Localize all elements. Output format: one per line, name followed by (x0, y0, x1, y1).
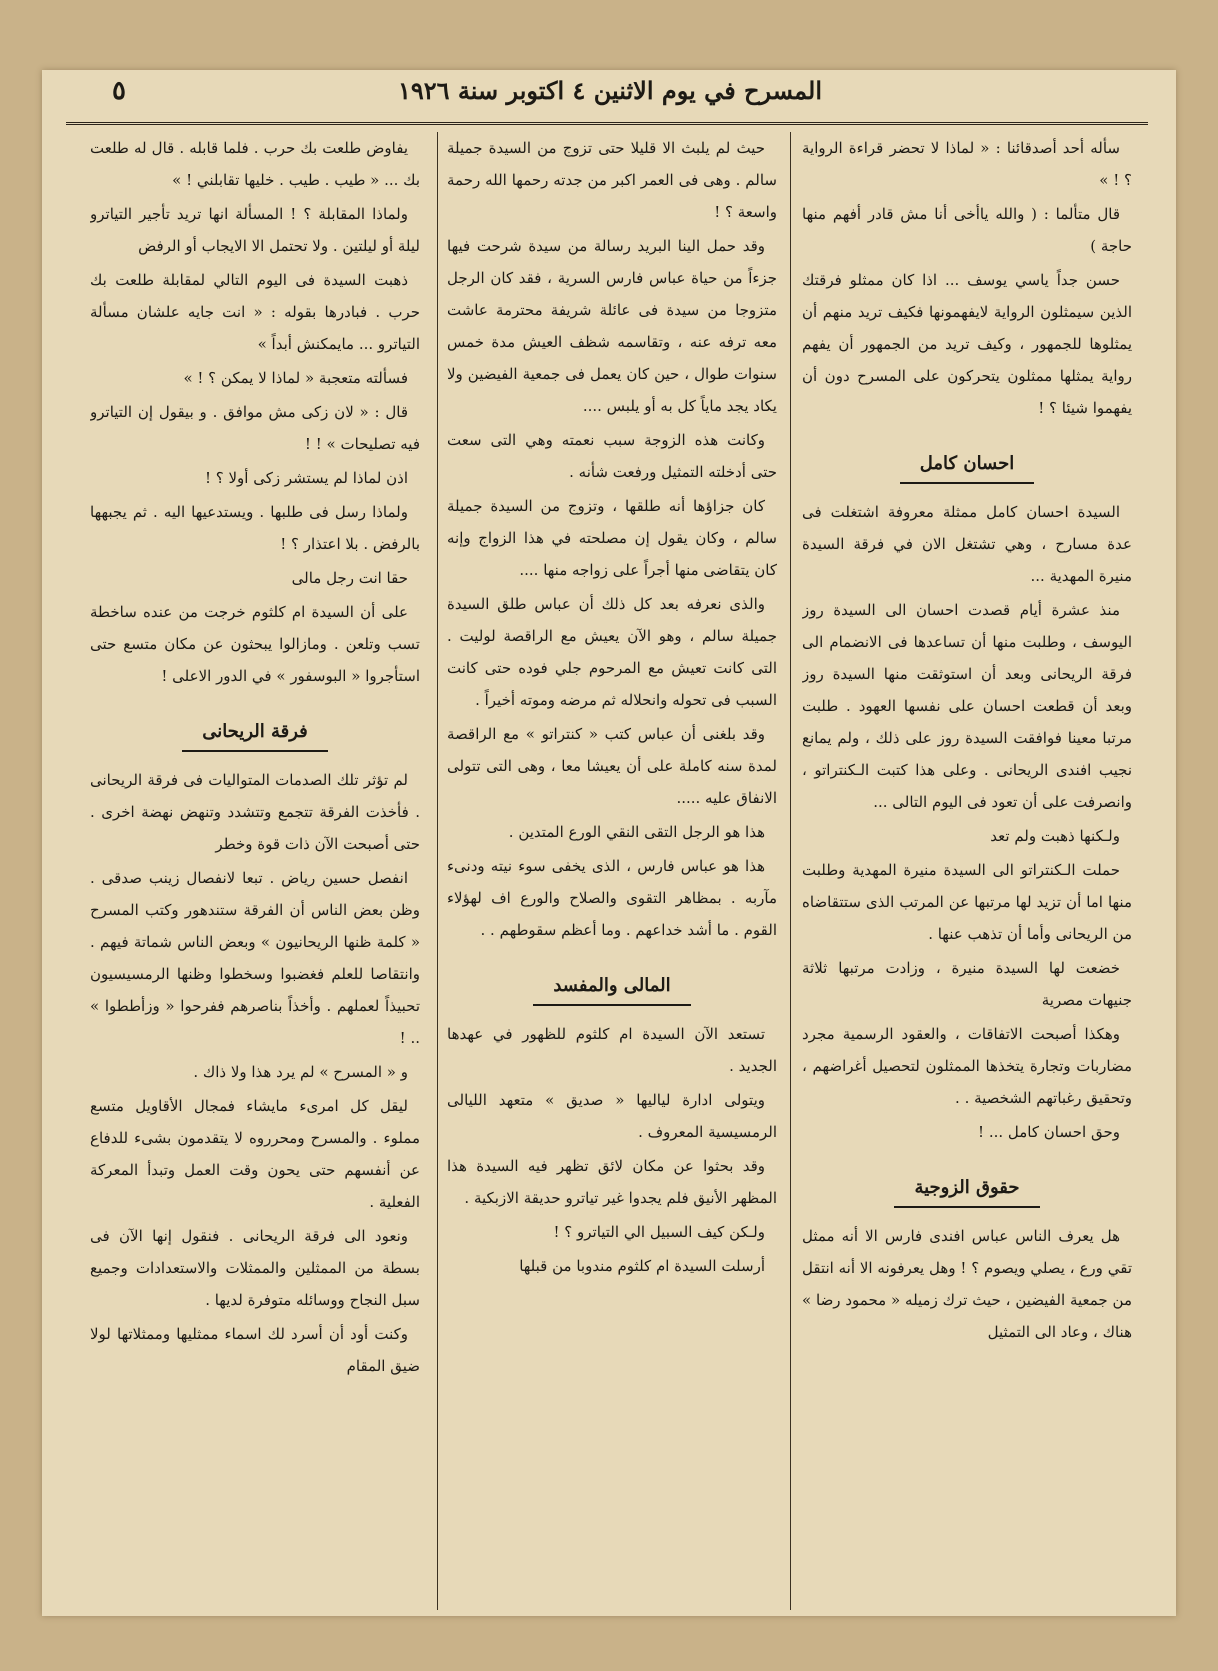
paragraph: ذهبت السيدة فى اليوم التالي لمقابلة طلعت بك حرب . فبادرها بقوله : « انت جايه علشان مسألة التياترو ... مايمكنش أبداً » (90, 271, 420, 353)
paragraph: حسن جداً ياسي يوسف ... اذا كان ممثلو فرقتك الذين سيمثلون الرواية لايفهمونها فكيف تريد منهم أن يمثلوها للجمهور ، وكيف تريد من الجمهور أن يفهم رواية يمثلها ممثلون يتحركون على المسرح دون أن يفهموا شيئا ؟ ! (802, 271, 1132, 417)
paragraph: يفاوض طلعت بك حرب . فلما قابله . قال له طلعت بك ... « طيب . طيب . خليها تقابلني ! » (90, 139, 420, 189)
paragraph: حملت الـكنتراتو الى السيدة منيرة المهدية وطلبت منها اما أن تزيد لها مرتبها عن المرتب الذى ستتقاضاه من الريحانى وأما أن تذهب عنها . (802, 861, 1132, 943)
newspaper-page (42, 70, 1176, 1616)
paragraph: انفصل حسين رياض . تبعا لانفصال زينب صدقى . وظن بعض الناس أن الفرقة ستندهور وكتب المسرح « كلمة ظنها الريحانيون » وبعض الناس شماتة فيهم . وانتقاصا للعلم فغضبوا وسخطوا وظنها الرمسيسيون تحبيذاً لعملهم . وأخذاً بناصرهم ففرحوا « وزأططوا » .. ! (90, 869, 420, 1047)
paragraph: أرسلت السيدة ام كلثوم مندوبا من قبلها (519, 1257, 765, 1275)
section-heading (90, 716, 420, 752)
paragraph: ونعود الى فرقة الريحانى . فنقول إنها الآن فى بسطة من الممثلين والممثلات والاستعدادات وجميع سبل النجاح ووسائله متوفرة لديها . (90, 1227, 420, 1309)
section-heading (802, 448, 1132, 484)
paragraph: وقد بلغنى أن عباس كتب « كنتراتو » مع الراقصة لمدة سنه كاملة على أن يعيشا معا ، وهى التى تتولى الانفاق عليه ..... (447, 725, 777, 807)
paragraph: ولـكنها ذهبت ولم تعد (990, 827, 1120, 845)
paragraph: وكانت هذه الزوجة سبب نعمته وهي التى سعت حتى أدخلته التمثيل ورفعت شأنه . (447, 431, 777, 481)
paragraph: ويتولى ادارة لياليها « صديق » متعهد الليالى الرمسيسية المعروف . (447, 1091, 777, 1141)
page-number: ٥ (112, 76, 126, 106)
paragraph: هذا هو الرجل التقى النقي الورع المتدين . (508, 823, 765, 841)
header-divider (66, 122, 1148, 125)
section-heading-text: المالى والمفسد (533, 970, 690, 1006)
section-heading-text: حقوق الزوجية (894, 1172, 1039, 1208)
column-middle (447, 132, 777, 1602)
paragraph: خضعت لها السيدة منيرة ، وزادت مرتبها ثلاثة جنيهات مصرية (802, 959, 1132, 1009)
paragraph: ليقل كل امرىء مايشاء فمجال الأقاويل متسع مملوء . والمسرح ومحرروه لا يتقدمون بشىء للدفاع عن أنفسهم حتى يحون وقت العمل وتبدأ المعركة الفعلية . (90, 1097, 420, 1211)
paragraph: وقد حمل الينا البريد رسالة من سيدة شرحت فيها جزءاً من حياة عباس فارس السرية ، فقد كان الرجل متزوجا من سيدة فى عائلة شريفة محترمة عاشت معه ترفه عنه ، وتقاسمه شظف العيش مدة خمس سنوات طوال ، حين كان يعمل فى جمعية الفيضين ولا يكاد يجد ماياً كل به أو يلبس .... (447, 237, 777, 415)
page-header (72, 70, 1148, 120)
paragraph: فسألته متعجبة « لماذا لا يمكن ؟ ! » (183, 369, 408, 387)
paragraph: وهكذا أصبحت الاتفاقات ، والعقود الرسمية مجرد مضاربات وتجارة يتخذها الممثلون لتحصيل أغراضهم ، وتحقيق رغباتهم الشخصية . . (802, 1025, 1132, 1107)
paragraph: حقا انت رجل مالى (291, 569, 408, 587)
paragraph: لم تؤثر تلك الصدمات المتواليات فى فرقة الريحانى . فأخذت الفرقة تتجمع وتتشدد وتنهض نهضة اخرى . حتى أصبحت الآن ذات قوة وخطر (90, 771, 420, 853)
paragraph: قال : « لان زكى مش موافق . و بيقول إن التياترو فيه تصليحات » ! ! (90, 403, 420, 453)
paragraph: سأله أحد أصدقائنا : « لماذا لا تحضر قراءة الرواية ؟ ! » (802, 139, 1132, 189)
section-heading-text: احسان كامل (900, 448, 1034, 484)
paragraph: وقد بحثوا عن مكان لائق تظهر فيه السيدة هذا المظهر الأنيق فلم يجدوا غير تياترو حديقة الازبكية . (447, 1157, 777, 1207)
paragraph: حيث لم يلبث الا قليلا حتى تزوج من السيدة جميلة سالم . وهى فى العمر اكبر من جدته رحمها الله رحمة واسعة ؟ ! (447, 139, 777, 221)
paragraph: على أن السيدة ام كلثوم خرجت من عنده ساخطة تسب وتلعن . ومازالوا يبحثون عن مكان متسع حتى استأجروا « البوسفور » في الدور الاعلى ! (90, 603, 420, 685)
paragraph: و « المسرح » لم يرد هذا ولا ذاك . (193, 1063, 408, 1081)
paragraph: منذ عشرة أيام قصدت احسان الى السيدة روز اليوسف ، وطلبت منها أن تساعدها فى الانضمام الى فرقة الريحانى وبعد أن استوثقت منها السيدة روز وبعد أن قطعت احسان على نفسها العهود . طلبت مرتبا معينا فوافقت السيدة روز على ذلك ، ولم يمانع نجيب افندى الريحانى . وعلى هذا كتبت الـكنتراتو ، وانصرفت على أن تعود فى اليوم التالى ... (802, 601, 1132, 811)
section-heading-text: فرقة الريحانى (182, 716, 328, 752)
paragraph: هذا هو عباس فارس ، الذى يخفى سوء نيته ودنىء مآربه . بمظاهر التقوى والصلاح والورع اف لهؤلاء القوم . ما أشد خداعهم . وما أعظم سقوطهم . . (447, 857, 777, 939)
paragraph: وحق احسان كامل ... ! (978, 1123, 1120, 1141)
paragraph: قال متألما : ( والله ياأخى أنا مش قادر أفهم منها حاجة ) (802, 205, 1132, 255)
page-title: المسرح في يوم الاثنين ٤ اكتوبر سنة ١٩٢٦ (397, 76, 823, 105)
column-left (90, 132, 420, 1602)
paragraph: ولماذا المقابلة ؟ ! المسألة انها تريد تأجير التياترو ليلة أو ليلتين . ولا تحتمل الا الايجاب أو الرفض (90, 205, 420, 255)
paragraph: ولماذا رسل فى طلبها . ويستدعيها اليه . ثم يجبهها بالرفض . بلا اعتذار ؟ ! (90, 503, 420, 553)
paragraph: والذى نعرفه بعد كل ذلك أن عباس طلق السيدة جميلة سالم ، وهو الآن يعيش مع الراقصة لوليت . التى كانت تعيش مع المرحوم جلي فوده حتى كانت السبب فى تحوله وانحلاله ثم مرضه وموته أخيراً . (447, 595, 777, 709)
section-heading (447, 970, 777, 1006)
paragraph: اذن لماذا لم يستشر زكى أولا ؟ ! (204, 469, 408, 487)
column-divider (437, 132, 438, 1610)
paragraph: تستعد الآن السيدة ام كلثوم للظهور في عهدها الجديد . (447, 1025, 777, 1075)
column-divider (790, 132, 791, 1610)
paragraph: هل يعرف الناس عباس افندى فارس الا أنه ممثل تقي ورع ، يصلي ويصوم ؟ ! وهل يعرفونه الا أنه انتقل من جمعية الفيضين ، حيث ترك زميله « محمود رضا » هناك ، وعاد الى التمثيل (802, 1227, 1132, 1341)
paragraph: ولـكن كيف السبيل الي التياترو ؟ ! (553, 1223, 765, 1241)
paragraph: وكنت أود أن أسرد لك اسماء ممثليها وممثلاتها لولا ضيق المقام (90, 1325, 420, 1375)
section-heading (802, 1172, 1132, 1208)
column-right (802, 132, 1132, 1602)
paragraph: السيدة احسان كامل ممثلة معروفة اشتغلت فى عدة مسارح ، وهي تشتغل الان في فرقة السيدة منيرة المهدية ... (802, 503, 1132, 585)
paragraph: كان جزاؤها أنه طلقها ، وتزوج من السيدة جميلة سالم ، وكان يقول إن مصلحته في هذا الزواج وإنه كان يتقاضى منها أجراً على زواجه منها .... (447, 497, 777, 579)
